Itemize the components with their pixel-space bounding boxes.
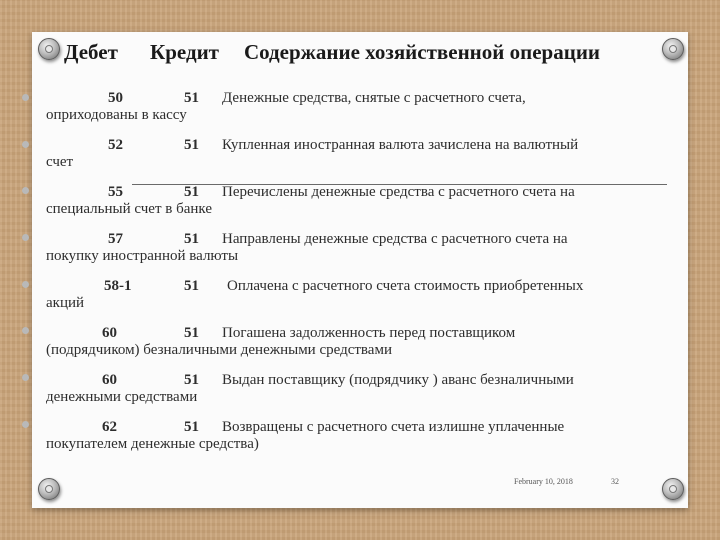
operation-description: Купленная иностранная валюта зачислена на валютный [222, 137, 579, 153]
operation-description-cont: акций [46, 295, 85, 311]
pushpin-icon [662, 478, 684, 500]
operation-description: Денежные средства, снятые с расчетного счета, [222, 90, 526, 106]
credit-account: 51 [184, 325, 199, 341]
bullet-icon [22, 281, 29, 288]
list-item [46, 325, 676, 359]
bullet-icon [22, 421, 29, 428]
operation-description: Возвращены с расчетного счета излишне уплаченные [222, 419, 565, 435]
operation-description-cont: счет [46, 154, 74, 170]
operation-description: Перечислены денежные средства с расчетного счета на [222, 184, 575, 200]
header-content: Содержание хозяйственной операции [244, 40, 601, 64]
page-number: 32 [611, 477, 619, 486]
credit-account: 51 [184, 419, 199, 435]
bullet-icon [22, 187, 29, 194]
list-item [46, 278, 676, 312]
credit-account: 51 [184, 372, 199, 388]
operation-description-cont: покупателем денежные средства) [46, 436, 259, 452]
debit-account: 60 [102, 372, 117, 388]
pushpin-icon [38, 38, 60, 60]
bullet-icon [22, 141, 29, 148]
bullet-icon [22, 234, 29, 241]
pushpin-icon [662, 38, 684, 60]
credit-account: 51 [184, 278, 199, 294]
operation-description-cont: специальный счет в банке [46, 201, 212, 217]
credit-account: 51 [184, 184, 199, 200]
operation-description-cont: денежными средствами [46, 389, 198, 405]
debit-account: 62 [102, 419, 117, 435]
list-item [46, 90, 676, 124]
operation-description: Оплачена с расчетного счета стоимость приобретенных [227, 278, 584, 294]
list-item [46, 372, 676, 406]
header-debit: Дебет [64, 40, 118, 64]
operation-description-cont: оприходованы в кассу [46, 107, 187, 123]
list-item [46, 419, 676, 453]
pushpin-icon [38, 478, 60, 500]
bullet-icon [22, 94, 29, 101]
debit-account: 52 [108, 137, 123, 153]
operation-description: Направлены денежные средства с расчетного счета на [222, 231, 568, 247]
header-credit: Кредит [150, 40, 219, 64]
operation-description: Погашена задолженность перед поставщиком [222, 325, 516, 341]
operation-description-cont: (подрядчиком) безналичными денежными средствами [46, 342, 392, 358]
footer-date: February 10, 2018 [514, 477, 573, 486]
credit-account: 51 [184, 137, 199, 153]
debit-account: 60 [102, 325, 117, 341]
debit-account: 55 [108, 184, 123, 200]
bullet-icon [22, 327, 29, 334]
credit-account: 51 [184, 90, 199, 106]
debit-account: 57 [108, 231, 123, 247]
list-item [46, 184, 676, 218]
list-item [46, 231, 676, 265]
credit-account: 51 [184, 231, 199, 247]
bullet-icon [22, 374, 29, 381]
list-item [46, 137, 676, 171]
debit-account: 50 [108, 90, 123, 106]
debit-account: 58-1 [104, 278, 132, 294]
operation-description: Выдан поставщику (подрядчику ) аванс безналичными [222, 372, 574, 388]
operation-description-cont: покупку иностранной валюты [46, 248, 239, 264]
